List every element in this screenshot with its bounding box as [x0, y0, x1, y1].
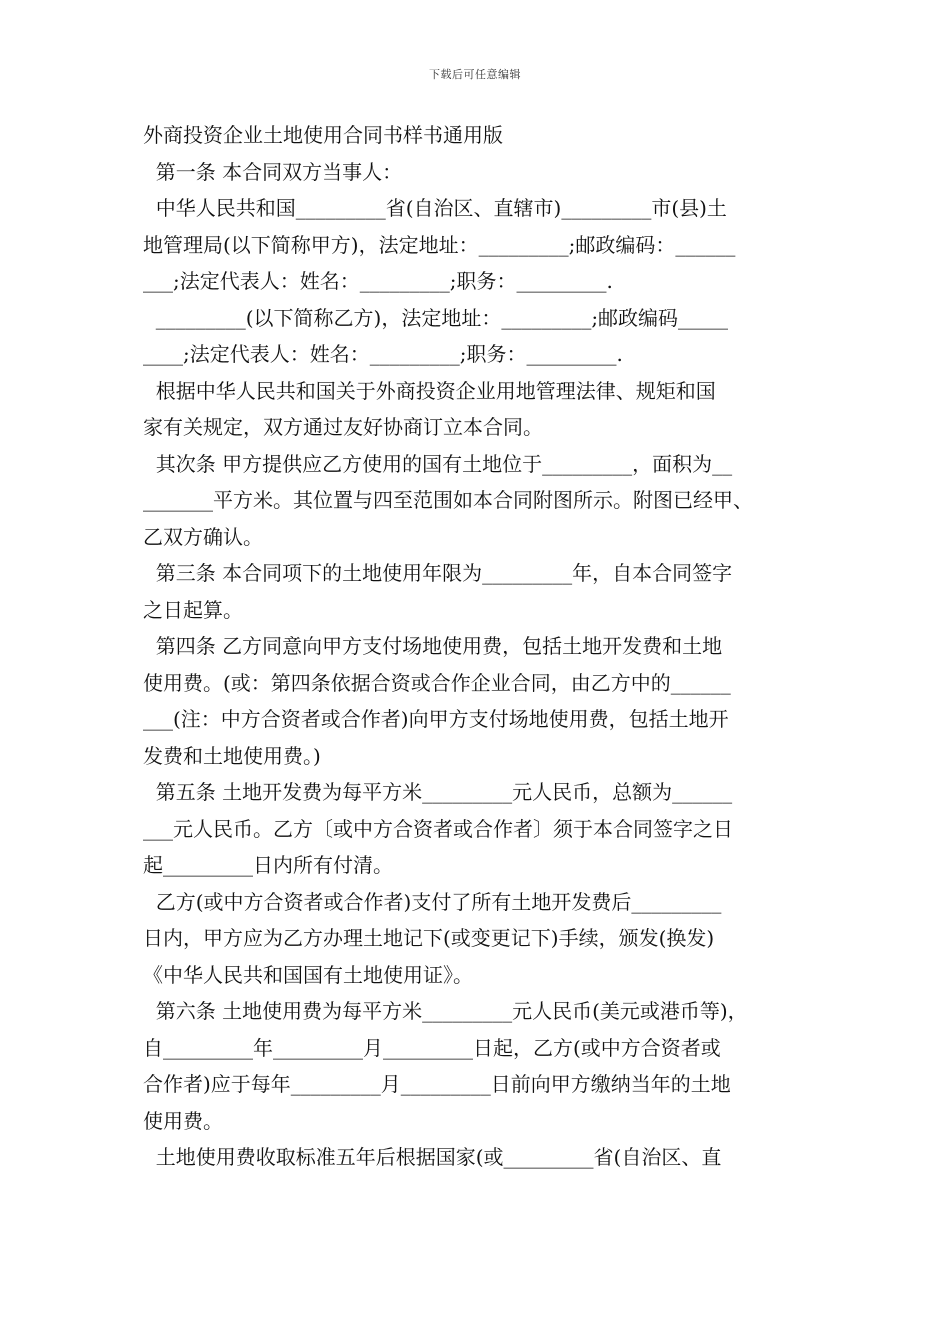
body-line: 乙方(或中方合资者或合作者)支付了所有土地开发费后_________ [143, 889, 722, 914]
body-line: _________(以下简称乙方)，法定地址：_________;邮政编码_____ [143, 305, 729, 330]
body-line: 自_________年_________月_________日起，乙方(或中方合资者或 [143, 1035, 721, 1060]
body-line: 乙双方确认。 [143, 524, 263, 549]
body-line: 第五条 土地开发费为每平方米_________元人民币，总额为______ [143, 780, 733, 804]
body-line: 《中华人民共和国国有土地使用证》。 [143, 962, 473, 987]
document-body [143, 117, 807, 1176]
body-line: ___(注：中方合资者或合作者)向甲方支付场地使用费，包括土地开 [143, 707, 729, 731]
body-line: 家有关规定，双方通过友好协商订立本合同。 [143, 415, 543, 439]
body-line: 其次条 甲方提供应乙方使用的国有土地位于_________，面积为__ [143, 451, 733, 476]
body-line: 第四条 乙方同意向甲方支付场地使用费，包括土地开发费和土地 [143, 634, 723, 658]
body-line: 之日起算。 [143, 597, 243, 622]
body-line: 使用费。(或：第四条依据合资或合作企业合同，由乙方中的______ [143, 670, 731, 695]
body-line: 土地使用费收取标准五年后根据国家(或_________省(自治区、直 [143, 1145, 722, 1169]
body-line: 使用费。 [143, 1108, 223, 1133]
body-line: 起_________日内所有付清。 [143, 853, 393, 877]
document-title: 外商投资企业土地使用合同书样书通用版 [143, 123, 503, 147]
body-line: 日内，甲方应为乙方办理土地记下(或变更记下)手续，颁发(换发) [143, 926, 715, 950]
body-line: 第六条 土地使用费为每平方米_________元人民币(美元或港币等)， [143, 999, 748, 1023]
body-line: 根据中华人民共和国关于外商投资企业用地管理法律、规矩和国 [143, 378, 716, 403]
header-note: 下载后可任意编辑 [429, 68, 521, 81]
body-line: 中华人民共和国_________省(自治区、直辖市)_________市(县)土 [143, 196, 727, 220]
body-line: ___元人民币。乙方〔或中方合资者或合作者〕须于本合同签字之日 [143, 816, 733, 841]
body-line: ____;法定代表人：姓名：_________;职务：_________. [143, 342, 623, 366]
body-line: 发费和土地使用费。) [143, 743, 321, 768]
body-line: 合作者)应于每年_________月_________日前向甲方缴纳当年的土地 [143, 1072, 731, 1096]
body-line: 第一条 本合同双方当事人： [143, 159, 403, 184]
body-line: 第三条 本合同项下的土地使用年限为_________年，自本合同签字 [143, 561, 733, 585]
body-line: _______平方米。其位置与四至范围如本合同附图所示。附图已经甲、 [143, 488, 753, 512]
body-line: ___;法定代表人：姓名：_________;职务：_________. [143, 269, 613, 293]
body-line: 地管理局(以下简称甲方)，法定地址：_________;邮政编码：______ [143, 232, 736, 257]
